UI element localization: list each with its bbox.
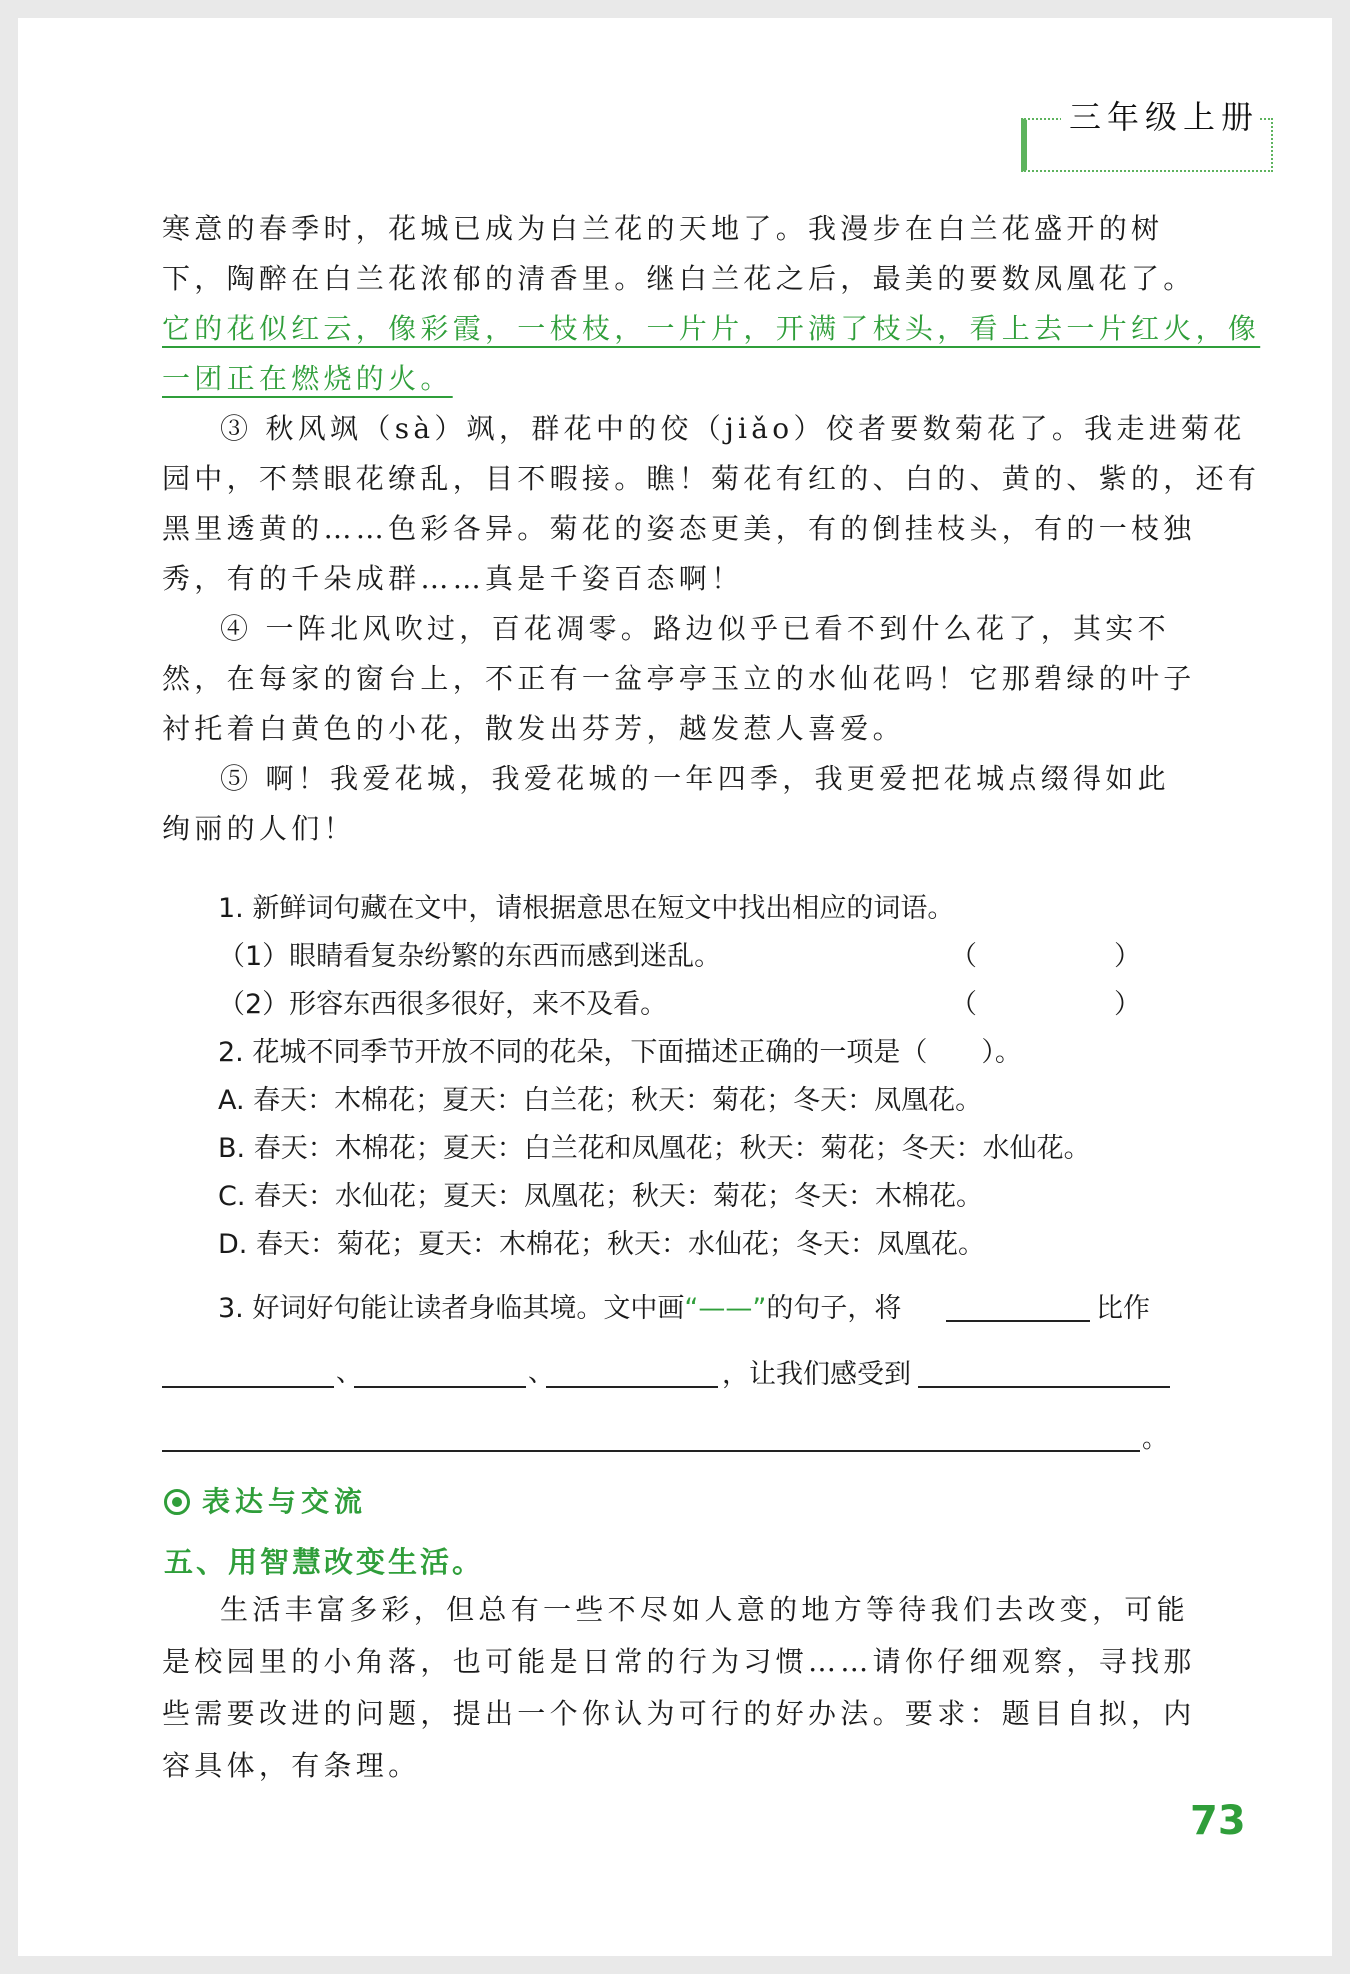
task-line: 容具体，有条理。 xyxy=(162,1749,421,1782)
underline-mark: “——” xyxy=(684,1293,767,1324)
bullseye-icon xyxy=(164,1489,190,1515)
option-b[interactable]: B. 春天：木棉花；夏天：白兰花和凤凰花；秋天：菊花；冬天：水仙花。 xyxy=(218,1133,1091,1164)
passage-line: 衬托着白黄色的小花，散发出芬芳，越发惹人喜爱。 xyxy=(162,712,905,745)
answer-blank-feeling-continued[interactable] xyxy=(162,1450,1140,1452)
answer-field-1b[interactable] xyxy=(986,980,1106,1016)
answer-paren-close: ） xyxy=(1114,989,1141,1020)
question-2-stem: 2. 花城不同季节开放不同的花朵，下面描述正确的一项是（ ）。 xyxy=(218,1037,1022,1068)
passage-line: 园中，不禁眼花缭乱，目不暇接。瞧！菊花有红的、白的、黄的、紫的，还有 xyxy=(162,462,1261,495)
grade-header xyxy=(1021,98,1273,172)
answer-paren-close: ） xyxy=(1114,941,1141,972)
underlined-sentence: 它的花似红云，像彩霞，一枝枝，一片片，开满了枝头，看上去一片红火，像 xyxy=(162,312,1261,345)
passage-line: ④ 一阵北风吹过，百花凋零。路边似乎已看不到什么花了，其实不 xyxy=(220,612,1170,645)
option-c[interactable]: C. 春天：水仙花；夏天：凤凰花；秋天：菊花；冬天：木棉花。 xyxy=(218,1181,984,1212)
task-description xyxy=(162,1584,1196,1792)
answer-blank-object-1[interactable] xyxy=(162,1386,334,1388)
question-3-stem xyxy=(218,1286,901,1325)
answer-blank-feeling[interactable] xyxy=(918,1386,1170,1388)
question-3-prefix: 3. 好词好句能让读者身临其境。文中画 xyxy=(218,1293,685,1324)
passage-paragraph-3 xyxy=(162,404,1261,604)
separator: 、 xyxy=(528,1358,555,1388)
answer-paren-open: （ xyxy=(950,989,977,1020)
passage-line: 黑里透黄的……色彩各异。菊花的姿态更美，有的倒挂枝头，有的一枝独 xyxy=(162,512,1196,545)
sentence-end: 。 xyxy=(1142,1424,1169,1454)
passage-line: 秀，有的千朵成群……真是千姿百态啊！ xyxy=(162,562,744,595)
passage-line: 寒意的春季时，花城已成为白兰花的天地了。我漫步在白兰花盛开的树 xyxy=(162,212,1164,245)
grade-label: 三年级上册 xyxy=(1061,98,1259,136)
answer-field-1a[interactable] xyxy=(986,932,1106,968)
workbook-page xyxy=(18,18,1332,1956)
separator: 、 xyxy=(336,1358,363,1388)
task-title: 五、用智慧改变生活。 xyxy=(164,1545,485,1579)
question-3-compare: 比作 xyxy=(1096,1293,1150,1324)
passage-line: 绚丽的人们！ xyxy=(162,812,356,845)
passage-line: 然，在每家的窗台上，不正有一盆亭亭玉立的水仙花吗！它那碧绿的叶子 xyxy=(162,662,1196,695)
underlined-sentence: 一团正在燃烧的火。 xyxy=(162,362,453,395)
question-1-stem: 1. 新鲜词句藏在文中，请根据意思在短文中找出相应的词语。 xyxy=(218,893,955,924)
passage-line: ⑤ 啊！我爱花城，我爱花城的一年四季，我更爱把花城点缀得如此 xyxy=(220,762,1170,795)
option-a[interactable]: A. 春天：木棉花；夏天：白兰花；秋天：菊花；冬天：凤凰花。 xyxy=(218,1085,983,1116)
answer-blank-object-2[interactable] xyxy=(354,1386,526,1388)
answer-paren-open: （ xyxy=(950,941,977,972)
question-3-mid: 的句子，将 xyxy=(766,1293,902,1324)
question-3-feel: ，让我们感受到 xyxy=(722,1359,911,1390)
task-line: 生活丰富多彩，但总有一些不尽如人意的地方等待我们去改变，可能 xyxy=(220,1593,1190,1626)
task-line: 是校园里的小角落，也可能是日常的行为习惯……请你仔细观察，寻找那 xyxy=(162,1645,1196,1678)
question-1a: （1）眼睛看复杂纷繁的东西而感到迷乱。 xyxy=(218,941,722,972)
passage-line: ③ 秋风飒（sà）飒，群花中的佼（jiǎo）佼者要数菊花了。我走进菊花 xyxy=(220,412,1246,445)
section-header xyxy=(164,1480,367,1520)
task-line: 些需要改进的问题，提出一个你认为可行的好办法。要求：题目自拟，内 xyxy=(162,1697,1196,1730)
answer-blank-subject[interactable] xyxy=(946,1320,1090,1322)
section-title: 表达与交流 xyxy=(202,1485,368,1518)
answer-blank-object-3[interactable] xyxy=(546,1386,718,1388)
question-1b: （2）形容东西很多很好，来不及看。 xyxy=(218,989,668,1020)
passage-line: 下，陶醉在白兰花浓郁的清香里。继白兰花之后，最美的要数凤凰花了。 xyxy=(162,262,1196,295)
passage-paragraph-5 xyxy=(162,754,1172,854)
passage-paragraph-4 xyxy=(162,604,1196,754)
option-d[interactable]: D. 春天：菊花；夏天：木棉花；秋天：水仙花；冬天：凤凰花。 xyxy=(218,1229,985,1260)
page-number: 73 xyxy=(1190,1798,1246,1844)
passage-paragraph-2 xyxy=(162,204,1261,404)
